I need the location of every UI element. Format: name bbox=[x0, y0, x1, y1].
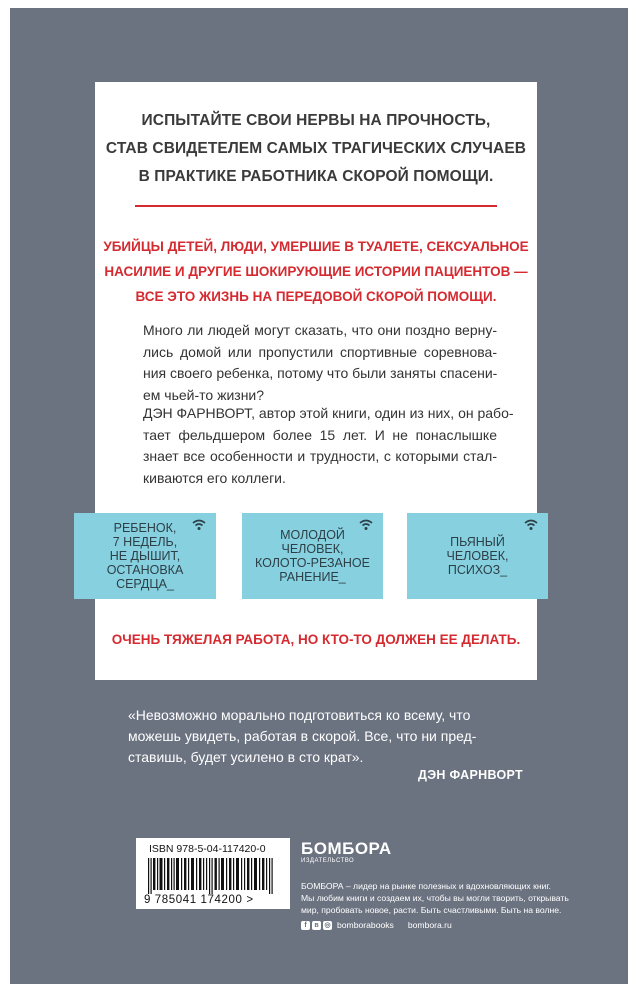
closing-tagline: ОЧЕНЬ ТЯЖЕЛАЯ РАБОТА, НО КТО-ТО ДОЛЖЕН ЕЕ ДЕЛАТЬ. bbox=[111, 632, 521, 647]
quote-line: можешь увидеть, работая в скорой. Все, что ни пред- bbox=[128, 728, 477, 744]
publisher-website: bombora.ru bbox=[407, 920, 452, 930]
barcode-icon bbox=[146, 858, 280, 894]
publisher-logo: БОМБОРА bbox=[301, 839, 392, 858]
paragraph-line: лись домой или пропустили спортивные соревнова- bbox=[143, 343, 497, 360]
paragraph-line: киваются его коллеги. bbox=[143, 469, 286, 486]
publisher-line: БОМБОРА – лидер на рынке полезных и вдохновляющих книг. bbox=[301, 881, 551, 891]
paragraph-line: тает фельдшером более 15 лет. И не понаслышке bbox=[143, 426, 497, 443]
barcode-block bbox=[136, 838, 290, 909]
quote-line: ставишь, будет усилено в сто крат». bbox=[128, 749, 364, 765]
call-card-line: МОЛОДОЙ bbox=[280, 528, 345, 542]
lead-line: В ПРАКТИКЕ РАБОТНИКА СКОРОЙ ПОМОЩИ. bbox=[138, 168, 494, 185]
content-panel bbox=[95, 82, 537, 680]
publisher-description bbox=[301, 880, 601, 916]
wifi-icon bbox=[192, 519, 206, 531]
call-card-line: ЧЕЛОВЕК, bbox=[281, 542, 344, 556]
description-paragraph-2 bbox=[143, 403, 514, 489]
vk-icon: в bbox=[312, 921, 321, 930]
social-handle: bomborabooks bbox=[337, 920, 394, 930]
red-divider bbox=[135, 205, 497, 207]
paragraph-line: Много ли людей могут сказать, что они поздно верну- bbox=[143, 322, 497, 338]
call-card-line: ПСИХОЗ_ bbox=[447, 563, 508, 577]
wifi-icon bbox=[359, 519, 373, 531]
call-card-line: РАНЕНИЕ_ bbox=[279, 570, 346, 584]
paragraph-line: знает все особенности и трудности, с которыми стал- bbox=[143, 448, 497, 464]
call-card-line: РЕБЕНОК, bbox=[113, 521, 177, 535]
author-quote bbox=[128, 705, 548, 768]
call-card-child bbox=[74, 513, 216, 599]
red-headline bbox=[95, 234, 537, 309]
call-card-line: ПЬЯНЫЙ bbox=[450, 535, 505, 549]
paragraph-line: ем чьей-то жизни? bbox=[143, 386, 265, 403]
quote-line: «Невозможно морально подготовиться ко всему, что bbox=[128, 707, 471, 723]
description-paragraph-1 bbox=[143, 320, 497, 406]
publisher-logo-subtitle: ИЗДАТЕЛЬСТВО bbox=[301, 858, 355, 864]
call-card-line: КОЛОТО-РЕЗАНОЕ bbox=[255, 556, 370, 570]
lead-heading bbox=[95, 107, 537, 191]
red-line: НАСИЛИЕ И ДРУГИЕ ШОКИРУЮЩИЕ ИСТОРИИ ПАЦИЕНТОВ — bbox=[104, 264, 528, 279]
isbn-text: ISBN 978-5-04-117420-0 bbox=[149, 843, 266, 855]
facebook-icon: f bbox=[301, 921, 310, 930]
lead-line: ИСПЫТАЙТЕ СВОИ НЕРВЫ НА ПРОЧНОСТЬ, bbox=[141, 112, 491, 129]
publisher-line: Мы любим книги и создаем их, чтобы вы могли творить, открывать bbox=[301, 893, 569, 903]
call-card-line: ЧЕЛОВЕК, bbox=[446, 549, 509, 563]
paragraph-line: ДЭН ФАРНВОРТ, автор этой книги, один из них, он рабо- bbox=[143, 405, 514, 421]
call-card-drunk bbox=[407, 513, 548, 599]
call-card-line: СЕРДЦА_ bbox=[116, 577, 174, 591]
publisher-line: мир, пробовать новое, расти. Быть счастливыми. Быть на волне. bbox=[301, 905, 562, 915]
call-card-line: ОСТАНОВКА bbox=[106, 563, 184, 577]
red-line: ВСЕ ЭТО ЖИЗНЬ НА ПЕРЕДОВОЙ СКОРОЙ ПОМОЩИ. bbox=[135, 289, 497, 304]
call-card-line: 7 НЕДЕЛЬ, bbox=[112, 535, 178, 549]
paragraph-line: ния своего ребенка, потому что были заняты спасени- bbox=[143, 365, 498, 381]
barcode-number: 9 785041 174200 > bbox=[144, 894, 254, 906]
publisher-social bbox=[301, 920, 452, 930]
quote-author: ДЭН ФАРНВОРТ bbox=[418, 768, 523, 782]
red-line: УБИЙЦЫ ДЕТЕЙ, ЛЮДИ, УМЕРШИЕ В ТУАЛЕТЕ, СЕКСУАЛЬНОЕ bbox=[103, 239, 529, 254]
call-card-line: НЕ ДЫШИТ, bbox=[109, 549, 181, 563]
instagram-icon: ◎ bbox=[324, 921, 331, 929]
wifi-icon bbox=[524, 519, 538, 531]
call-card-young-man bbox=[242, 513, 383, 599]
lead-line: СТАВ СВИДЕТЕЛЕМ САМЫХ ТРАГИЧЕСКИХ СЛУЧАЕВ bbox=[105, 140, 527, 157]
